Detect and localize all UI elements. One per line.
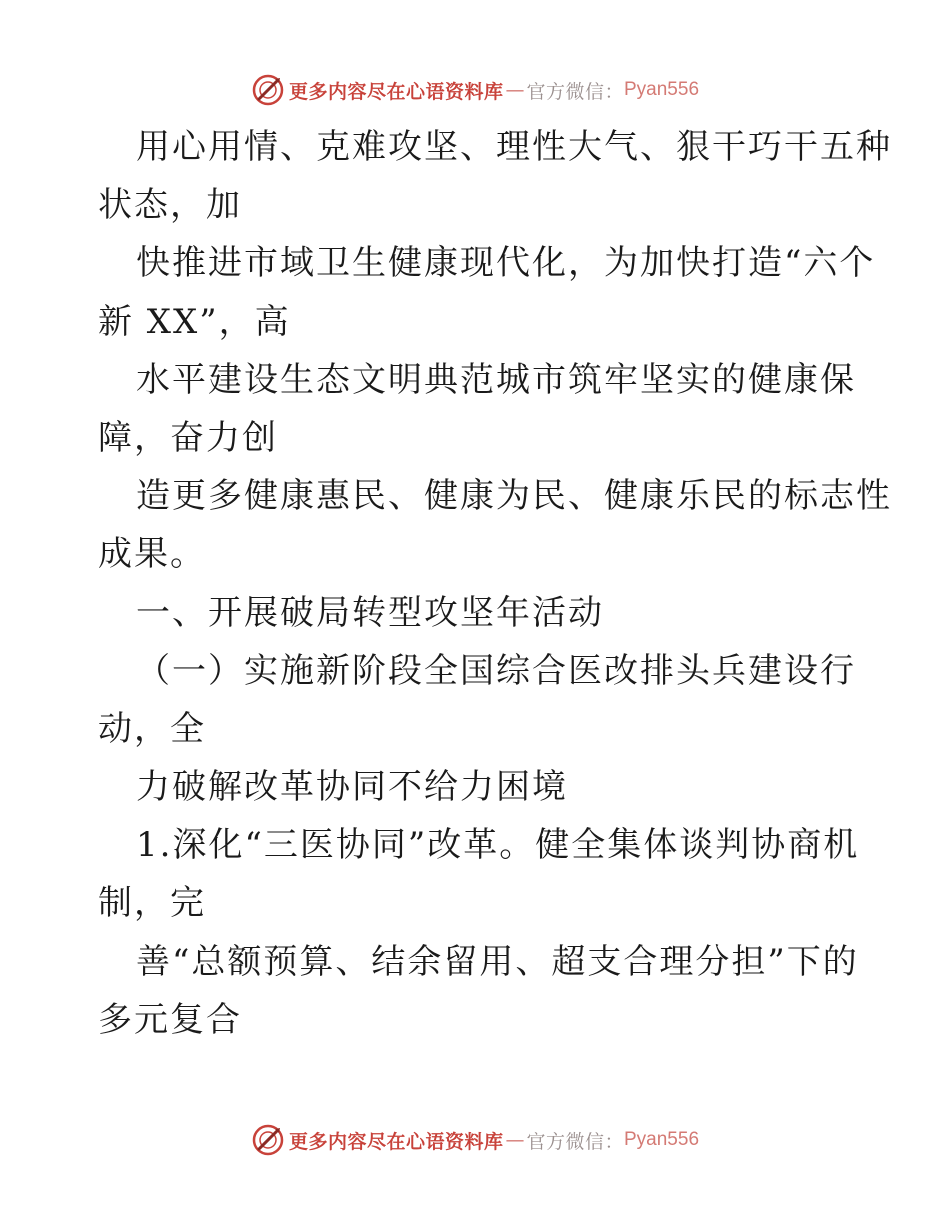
text-line: 多元复合 (98, 999, 242, 1040)
text-line: 制，完 (98, 883, 206, 924)
text-line: 障，奋力创 (98, 417, 278, 458)
watermark-wechat-id: Pyan556 (624, 1129, 700, 1150)
watermark-wechat-id: Pyan556 (624, 79, 700, 100)
text-line: 一、开展破局转型攻坚年活动 (136, 592, 604, 633)
text-line: 善“总额预算、结余留用、超支合理分担”下的 (136, 941, 859, 982)
document-body (98, 118, 892, 1049)
text-line: 用心用情、克难攻坚、理性大气、狠干巧干五种 (136, 127, 892, 167)
footer-watermark (0, 1120, 950, 1160)
text-line: 1.深化“三医协同”改革。健全集体谈判协商机 (136, 825, 860, 866)
watermark-site-name: 更多内容尽在心语资料库 (288, 1130, 504, 1153)
text-line: 快推进市域卫生健康现代化，为加快打造“六个 (136, 243, 876, 284)
text-line: （一）实施新阶段全国综合医改排头兵建设行 (136, 650, 856, 691)
watermark-dash: — (505, 1129, 525, 1151)
text-line: 水平建设生态文明典范城市筑牢坚实的健康保 (136, 359, 856, 400)
text-line: 动，全 (98, 708, 206, 749)
watermark-dash: — (505, 79, 525, 101)
watermark-label: 官方微信： (526, 1130, 624, 1153)
logo-icon (251, 73, 285, 107)
watermark-label: 官方微信： (526, 80, 624, 103)
text-line: 新 XX”，高 (98, 301, 291, 342)
text-line: 造更多健康惠民、健康为民、健康乐民的标志性 (136, 476, 892, 517)
header-watermark (0, 70, 950, 110)
watermark-site-name: 更多内容尽在心语资料库 (288, 80, 504, 103)
text-line: 成果。 (98, 534, 206, 575)
logo-icon (251, 1123, 285, 1157)
text-line: 状态，加 (98, 185, 242, 226)
text-line: 力破解改革协同不给力困境 (136, 767, 568, 808)
